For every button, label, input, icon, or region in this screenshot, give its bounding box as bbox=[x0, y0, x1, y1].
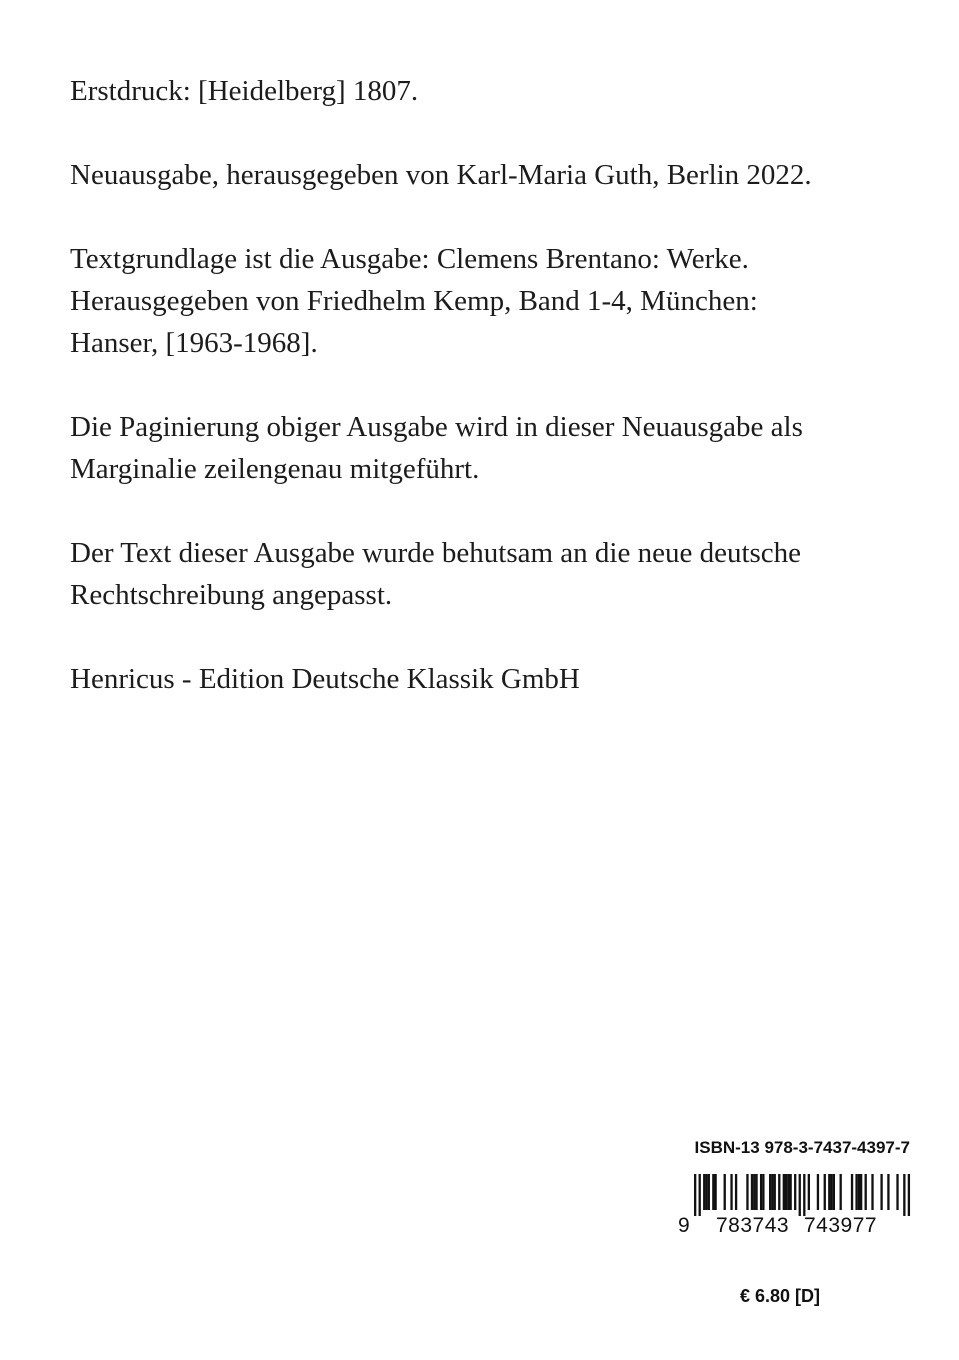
barcode-bar bbox=[817, 1174, 819, 1210]
text-line: Rechtschreibung angepasst. bbox=[70, 579, 393, 611]
barcode-bar bbox=[755, 1174, 757, 1210]
barcode-bar bbox=[785, 1174, 787, 1210]
barcode-bar bbox=[771, 1174, 773, 1210]
barcode-bar bbox=[808, 1174, 810, 1210]
text-line: Textgrundlage ist die Ausgabe: Clemens Brentano: Werke. bbox=[70, 243, 749, 275]
barcode-bar bbox=[760, 1174, 762, 1210]
barcode-left-digits: 783743 bbox=[716, 1214, 790, 1237]
barcode-bar bbox=[778, 1174, 780, 1210]
barcode-right-digits: 743977 bbox=[804, 1214, 878, 1237]
barcode-first-digit: 9 bbox=[678, 1214, 690, 1237]
barcode-bar bbox=[724, 1174, 726, 1210]
barcode-bar bbox=[753, 1174, 755, 1210]
barcode-bar bbox=[751, 1174, 753, 1210]
text-line: Neuausgabe, herausgegeben von Karl-Maria Guth, Berlin 2022. bbox=[70, 159, 812, 191]
barcode-bar bbox=[794, 1174, 796, 1210]
barcode-digits bbox=[678, 1210, 914, 1246]
first-print-note bbox=[70, 70, 890, 112]
price-label: € 6.80 [D] bbox=[740, 1286, 821, 1306]
barcode-bar bbox=[896, 1174, 898, 1210]
text-line: Der Text dieser Ausgabe wurde behutsam an die neue deutsche bbox=[70, 537, 802, 569]
barcode-bar bbox=[824, 1174, 826, 1210]
barcode-bar bbox=[840, 1174, 842, 1210]
source-text-note bbox=[70, 238, 890, 364]
barcode-block bbox=[660, 1138, 920, 1318]
text-line: Erstdruck: [Heidelberg] 1807. bbox=[70, 75, 419, 107]
publisher-name bbox=[70, 658, 890, 700]
barcode-bar bbox=[712, 1174, 714, 1210]
barcode-bar bbox=[858, 1174, 860, 1210]
barcode-bar bbox=[833, 1174, 835, 1210]
barcode-bar bbox=[730, 1174, 732, 1210]
barcode-bar bbox=[789, 1174, 791, 1210]
isbn-label: ISBN-13 978-3-7437-4397-7 bbox=[694, 1138, 910, 1157]
barcode-bar bbox=[714, 1174, 716, 1210]
barcode-bar bbox=[774, 1174, 776, 1210]
text-line: Henricus - Edition Deutsche Klassik GmbH bbox=[70, 663, 580, 695]
imprint-text bbox=[70, 70, 890, 742]
barcode-bar bbox=[871, 1174, 873, 1210]
barcode-bar bbox=[828, 1174, 830, 1210]
barcode-bar bbox=[855, 1174, 857, 1210]
barcode-bar bbox=[880, 1174, 882, 1210]
barcode-bar bbox=[865, 1174, 867, 1210]
text-line: Hanser, [1963-1968]. bbox=[70, 327, 318, 359]
barcode-bar bbox=[860, 1174, 862, 1210]
barcode-bar bbox=[735, 1174, 737, 1210]
barcode-bar bbox=[746, 1174, 748, 1210]
text-line: Die Paginierung obiger Ausgabe wird in dieser Neuausgabe als bbox=[70, 411, 803, 443]
pagination-note bbox=[70, 406, 890, 490]
barcode-bar bbox=[762, 1174, 764, 1210]
barcode-bar bbox=[769, 1174, 771, 1210]
barcode-bar bbox=[783, 1174, 785, 1210]
barcode-bar bbox=[705, 1174, 707, 1210]
orthography-note bbox=[70, 532, 890, 616]
text-line: Marginalie zeilengenau mitgeführt. bbox=[70, 453, 480, 485]
new-edition-note bbox=[70, 154, 890, 196]
barcode-bar bbox=[703, 1174, 705, 1210]
barcode-bar bbox=[851, 1174, 853, 1210]
barcode-bar bbox=[887, 1174, 889, 1210]
barcode-bar bbox=[830, 1174, 832, 1210]
text-line: Herausgegeben von Friedhelm Kemp, Band 1-4, München: bbox=[70, 285, 758, 317]
barcode-bar bbox=[787, 1174, 789, 1210]
barcode-bar bbox=[708, 1174, 710, 1210]
